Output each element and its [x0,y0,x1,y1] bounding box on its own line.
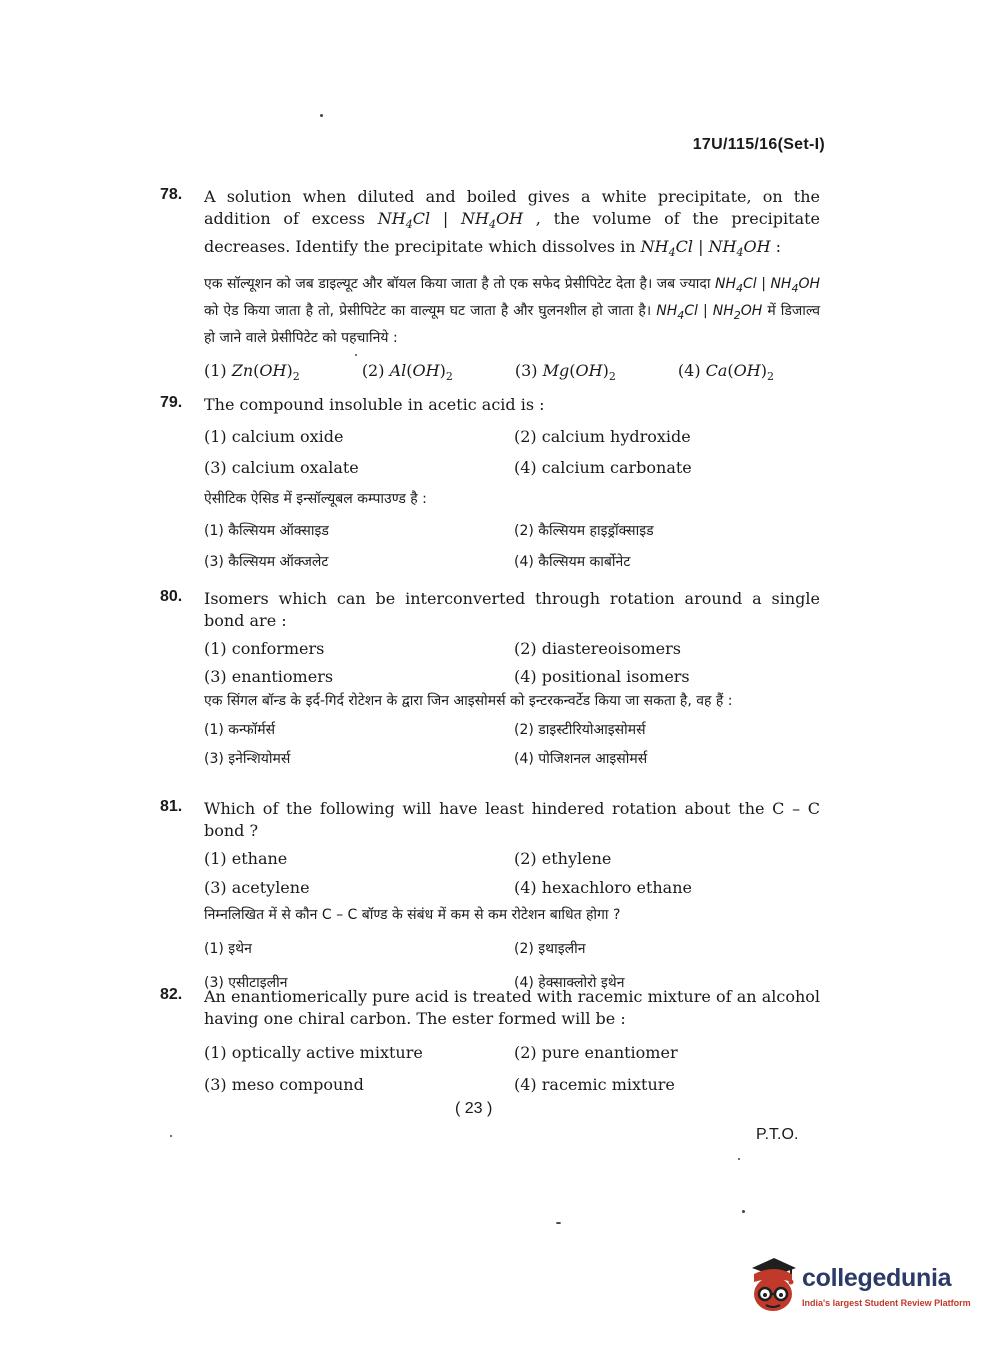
question-80 [160,588,820,773]
option-1: (1) ethane [204,849,288,868]
option-4-hindi: (4) हेक्साक्लोरो इथेन [514,974,625,991]
question-text-hindi: ऐसीटिक ऐसिड में इन्सॉल्यूबल कम्पाउण्ड है : [204,491,427,507]
option-4: (4) $Ca(OH)_2$ [677,360,774,384]
logo-wordmark: collegedunia [802,1264,952,1292]
option-1: (1) calcium oxide [204,427,344,446]
question-number: 81. [160,798,183,815]
option-3-hindi: (3) कैल्सियम ऑक्जलेट [204,554,329,570]
question-number: 78. [160,186,183,203]
question-text: A solution when diluted and boiled gives a white precipitate, on the addition of excess $NH_4Cl$ | $NH_4OH$ , the volume of the precipitate decreases. Identify the precipitate which dissolves in $NH_4Cl$ | $NH_4OH$ : [204,187,821,260]
option-2-hindi: (2) कैल्सियम हाइड्रॉक्साइड [514,523,654,539]
option-4-hindi: (4) कैल्सियम कार्बोनेट [514,554,631,570]
scan-speck [738,1158,740,1160]
options [204,844,820,902]
option-3: (3) acetylene [204,878,310,897]
options [204,634,820,690]
option-3: (3) meso compound [204,1074,364,1094]
option-2: (2) pure enantiomer [514,1042,678,1062]
option-4: (4) racemic mixture [514,1074,675,1094]
option-3-hindi: (3) एसीटाइलीन [204,974,288,991]
option-1: (1) $Zn(OH)_2$ [204,360,300,384]
scan-speck [320,114,323,117]
options [204,421,820,483]
question-text: An enantiomerically pure acid is treated with racemic mixture of an alcohol having one chiral carbon. The ester formed will be : [204,987,820,1028]
logo-tagline: India's largest Student Review Platform [802,1298,971,1308]
option-1: (1) conformers [204,638,325,658]
option-1-hindi: (1) कैल्सियम ऑक्साइड [204,523,329,539]
scan-speck [556,1222,561,1224]
option-2-hindi: (2) डाइस्टीरियोआइसोमर्स [514,722,646,738]
question-text: Isomers which can be interconverted through rotation around a single bond are : [204,589,820,630]
option-2: (2) ethylene [514,849,612,868]
option-3: (3) enantiomers [204,666,334,686]
options [204,361,774,383]
option-2: (2) $Al(OH)_2$ [361,360,453,384]
question-79 [160,394,820,577]
option-4: (4) hexachloro ethane [514,878,692,897]
question-text: The compound insoluble in acetic acid is : [204,395,545,414]
question-number: 82. [160,986,183,1003]
options-hindi [204,515,820,577]
question-text-hindi: एक सॉल्यूशन को जब डाइल्यूट और बॉयल किया जाता है तो एक सफेद प्रेसीपिटेट देता है। जब ज्यादा $NH_4Cl$ | $NH_4OH$ को ऐड किया जाता है तो, प्रेसीपिटेट का वाल्यूम घट जाता है और घुलनशील हो जाता है। $NH_4Cl$ | $NH_2OH$ में डिजाल्व हो जाने वाले प्रेसीपिटेट को पहचानिये : [204,276,820,346]
option-1-hindi: (1) इथेन [204,940,252,957]
option-3: (3) $Mg(OH)_2$ [514,360,616,384]
option-4-hindi: (4) पोजिशनल आइसोमर्स [514,751,648,767]
question-number: 80. [160,588,183,605]
page-number: ( 23 ) [455,1100,493,1117]
option-1: (1) optically active mixture [204,1042,423,1062]
collegedunia-logo[interactable] [744,1252,974,1322]
pto-label: P.T.O. [756,1126,799,1143]
paper-code: 17U/115/16(Set-I) [692,136,825,153]
option-1-hindi: (1) कन्फॉर्मर्स [204,722,276,738]
question-text-hindi: एक सिंगल बॉन्ड के इर्द-गिर्द रोटेशन के द्वारा जिन आइसोमर्स को इन्टरकन्वर्टेड किया जा सकता है, वह हैं : [204,693,733,709]
scan-speck [742,1210,745,1213]
option-2-hindi: (2) इथाइलीन [514,940,586,957]
option-4: (4) positional isomers [514,666,690,686]
option-4: (4) calcium carbonate [514,458,692,477]
question-text: Which of the following will have least hindered rotation about the C – C bond ? [204,799,820,840]
question-82 [160,986,820,1100]
option-2: (2) calcium hydroxide [514,427,691,446]
question-text-hindi: निम्नलिखित में से कौन C – C बॉण्ड के संबंध में कम से कम रोटेशन बाधित होगा ? [204,907,621,923]
options-hindi [204,715,820,773]
options [204,1036,820,1100]
scan-speck [170,1135,172,1137]
question-78 [160,186,820,383]
option-2: (2) diastereoisomers [514,638,681,658]
question-number: 79. [160,394,183,411]
option-3: (3) calcium oxalate [204,458,359,477]
mascot-icon [744,1252,800,1314]
question-81 [160,798,820,999]
option-3-hindi: (3) इनेन्शियोमर्स [204,751,291,767]
